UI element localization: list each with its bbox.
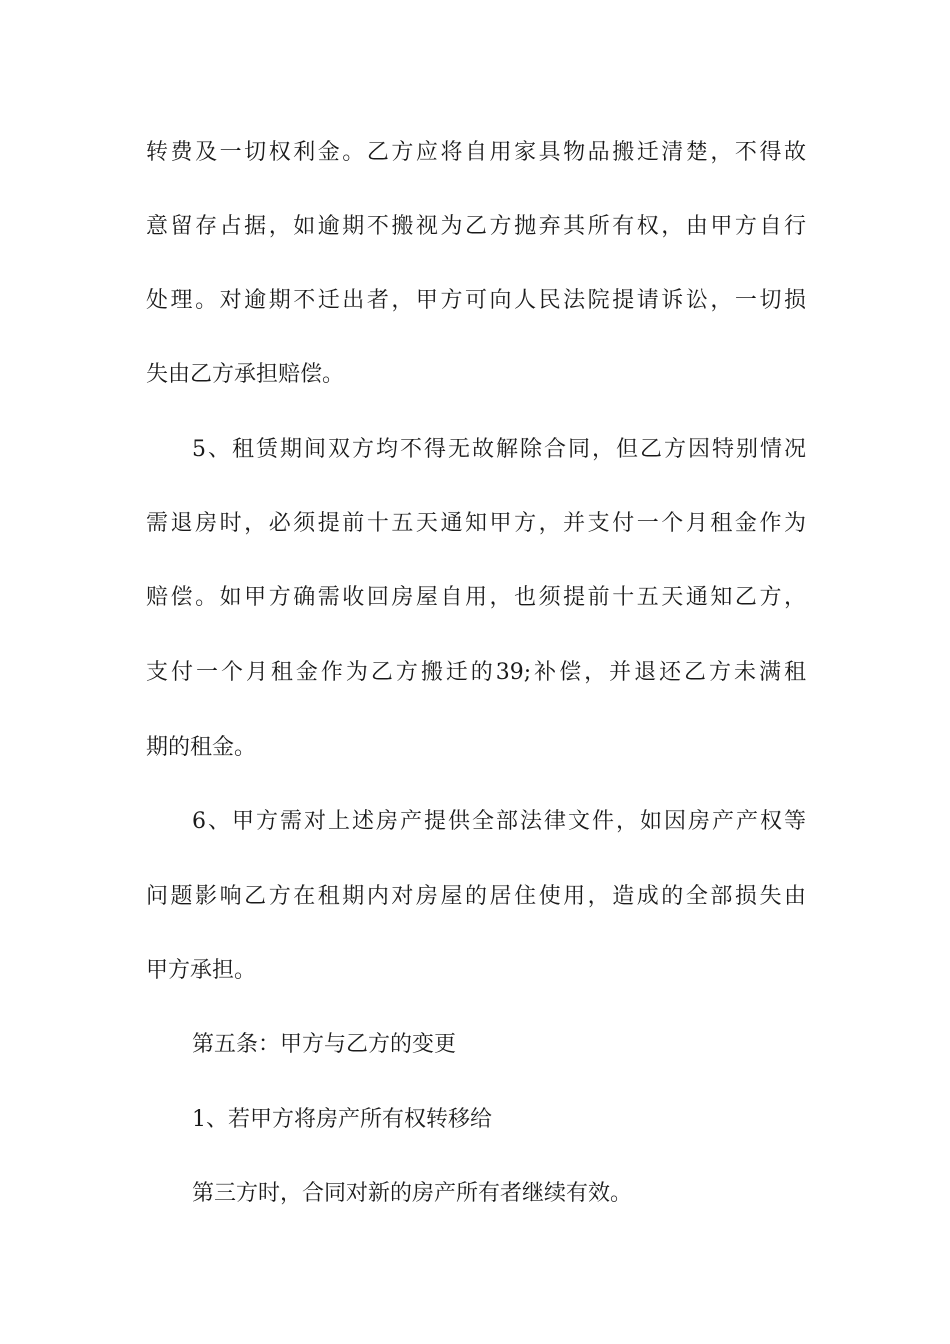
text-line: 5、租赁期间双方均不得无故解除合同，但乙方因特别情况: [192, 437, 806, 462]
text-line: 处理。对逾期不迁出者，甲方可向人民法院提请诉讼，一切损: [146, 288, 806, 313]
text-line: 转费及一切权利金。乙方应将自用家具物品搬迁清楚，不得故: [146, 140, 806, 165]
text-line: 意留存占据，如逾期不搬视为乙方抛弃其所有权，由甲方自行: [146, 214, 806, 239]
text-line: 需退房时，必须提前十五天通知甲方，并支付一个月租金作为: [146, 511, 806, 536]
text-line: 失由乙方承担赔偿。: [146, 362, 345, 387]
text-line: 支付一个月租金作为乙方搬迁的39;补偿，并退还乙方未满租: [146, 660, 806, 685]
section-heading: 第五条：甲方与乙方的变更: [192, 1032, 457, 1057]
text-line: 赔偿。如甲方确需收回房屋自用，也须提前十五天通知乙方，: [146, 585, 806, 610]
text-line: 第三方时，合同对新的房产所有者继续有效。: [192, 1181, 633, 1206]
text-line: 甲方承担。: [146, 958, 257, 983]
text-line: 问题影响乙方在租期内对房屋的居住使用，造成的全部损失由: [146, 884, 806, 909]
text-line: 6、甲方需对上述房产提供全部法律文件，如因房产产权等: [192, 809, 806, 834]
text-line: 1、若甲方将房产所有权转移给: [192, 1107, 492, 1132]
text-line: 期的租金。: [146, 735, 257, 760]
